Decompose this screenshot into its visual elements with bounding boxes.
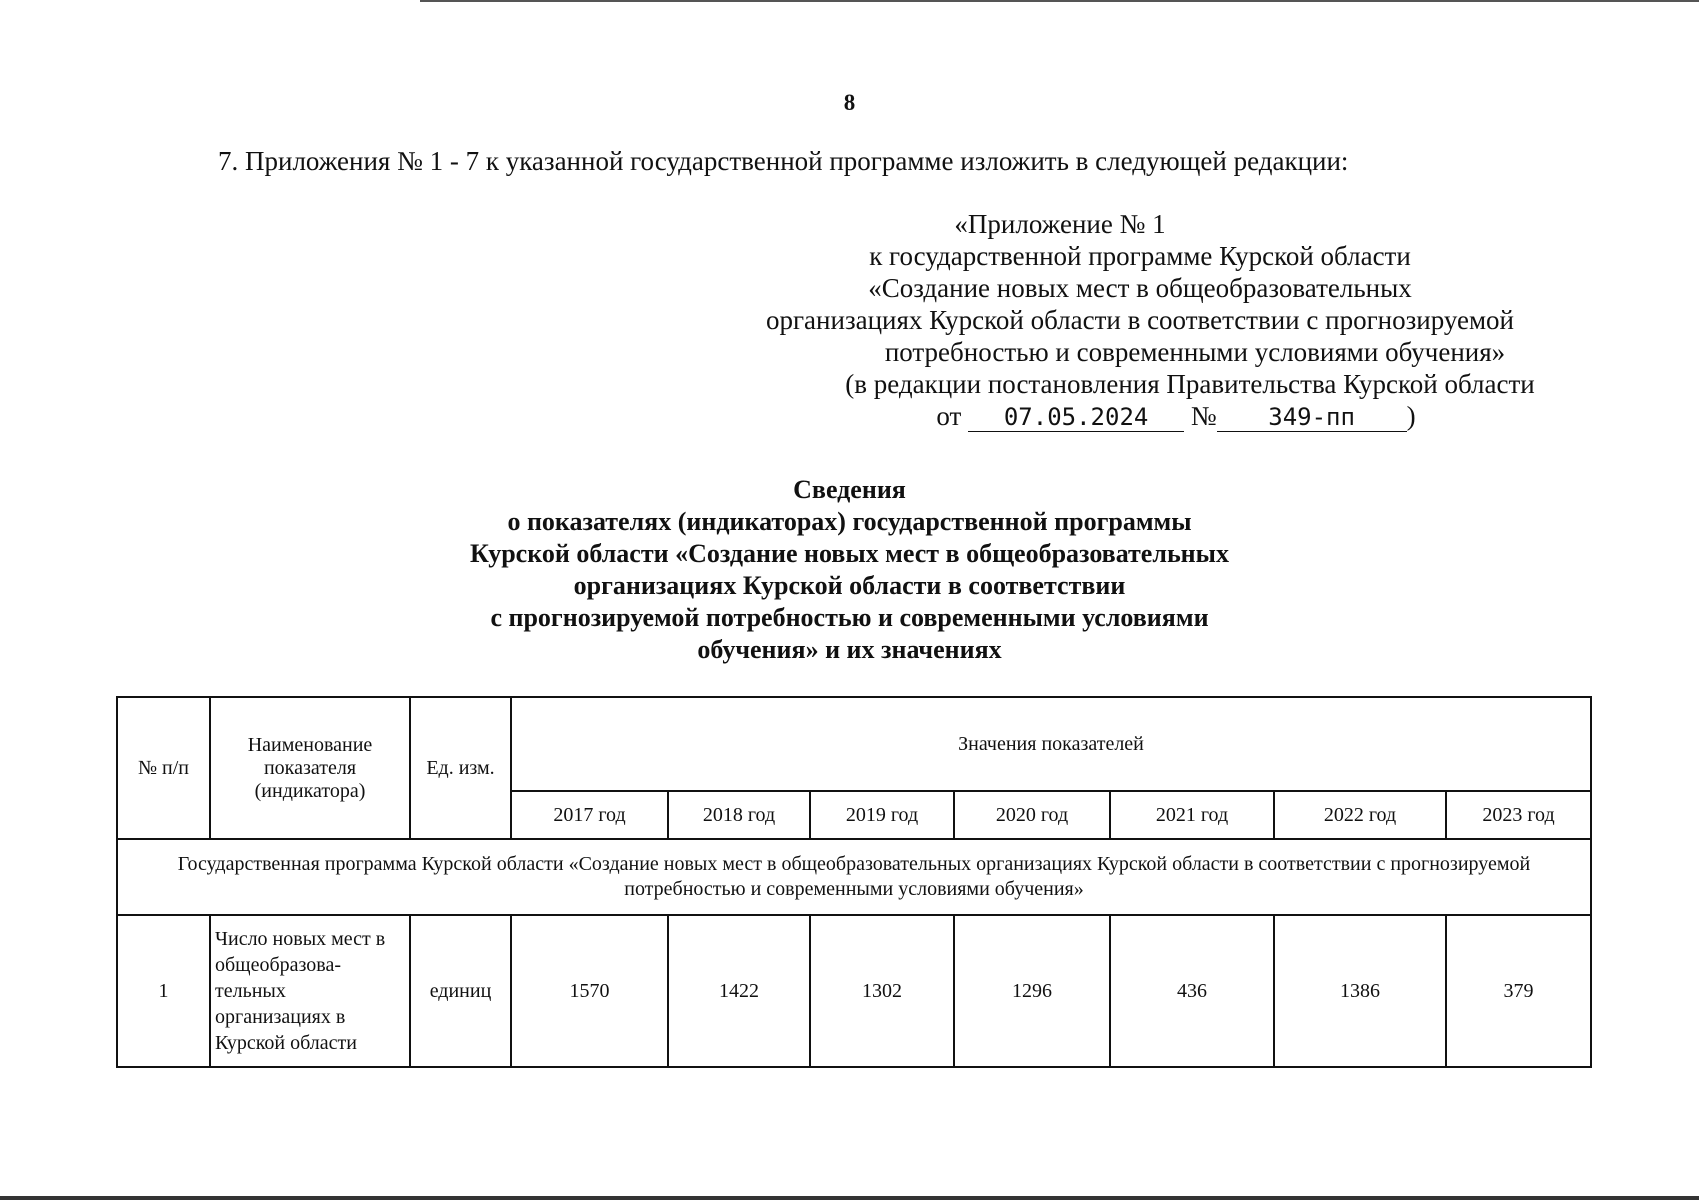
- header-year: 2023 год: [1446, 791, 1591, 839]
- header-year: 2020 год: [954, 791, 1110, 839]
- date-field: 07.05.2024: [968, 403, 1184, 432]
- appendix-line-3: «Создание новых мест в общеобразовательных: [868, 273, 1412, 303]
- table-header-row: [117, 697, 1591, 791]
- row-number: 1: [117, 915, 210, 1067]
- row-value: 1302: [810, 915, 954, 1067]
- appendix-line-2: к государственной программе Курской области: [869, 241, 1411, 271]
- heading-line-5: с прогнозируемой потребностью и современными условиями: [490, 603, 1209, 632]
- row-value: 1386: [1274, 915, 1446, 1067]
- number-field: 349-пп: [1217, 403, 1407, 432]
- document-heading: [0, 474, 1699, 666]
- header-year: 2022 год: [1274, 791, 1446, 839]
- program-row: [117, 839, 1591, 915]
- table-row: [117, 915, 1591, 1067]
- header-year: 2017 год: [511, 791, 668, 839]
- heading-line-3: Курской области «Создание новых мест в общеобразовательных: [470, 539, 1229, 568]
- row-unit: единиц: [410, 915, 511, 1067]
- edition-row: [700, 400, 1580, 432]
- heading-line-6: обучения» и их значениях: [697, 635, 1002, 664]
- row-value: 1422: [668, 915, 810, 1067]
- number-label: №: [1190, 401, 1217, 431]
- heading-line-4: организациях Курской области в соответствии: [573, 571, 1126, 600]
- header-year: 2021 год: [1110, 791, 1274, 839]
- appendix-line-1: «Приложение № 1: [954, 209, 1166, 239]
- header-year: 2018 год: [668, 791, 810, 839]
- appendix-line-5: потребностью и современными условиями обучения»: [884, 337, 1506, 367]
- row-value: 1570: [511, 915, 668, 1067]
- row-indicator-name: Число новых мест в общеобразова-тельных организациях в Курской области: [210, 915, 410, 1067]
- row-value: 436: [1110, 915, 1274, 1067]
- header-year: 2019 год: [810, 791, 954, 839]
- heading-line-2: о показателях (индикаторах) государственной программы: [507, 507, 1192, 536]
- indicators-table: [116, 696, 1592, 1068]
- scan-top-edge: [420, 0, 1699, 2]
- appendix-line-6: (в редакции постановления Правительства Курской области: [845, 369, 1535, 399]
- header-number: № п/п: [117, 697, 210, 839]
- program-title-cell: Государственная программа Курской области «Создание новых мест в общеобразовательных организациях Курской области в соответствии с прогнозируемой потребностью и современными условиями обучения»: [117, 839, 1591, 915]
- page-number: 8: [843, 90, 856, 115]
- row-value: 379: [1446, 915, 1591, 1067]
- header-unit: Ед. изм.: [410, 697, 511, 839]
- from-label: от: [936, 401, 962, 431]
- header-indicator-name: Наименование показателя (индикатора): [210, 697, 410, 839]
- appendix-line-4: организациях Курской области в соответствии с прогнозируемой: [765, 305, 1515, 335]
- intro-paragraph: 7. Приложения № 1 - 7 к указанной государственной программе изложить в следующей редакции:: [218, 146, 1349, 176]
- closing-paren: ): [1406, 401, 1416, 431]
- appendix-header: [700, 208, 1580, 432]
- scan-bottom-edge: [0, 1196, 1699, 1200]
- heading-line-1: Сведения: [793, 475, 906, 504]
- row-value: 1296: [954, 915, 1110, 1067]
- header-values: Значения показателей: [511, 697, 1591, 791]
